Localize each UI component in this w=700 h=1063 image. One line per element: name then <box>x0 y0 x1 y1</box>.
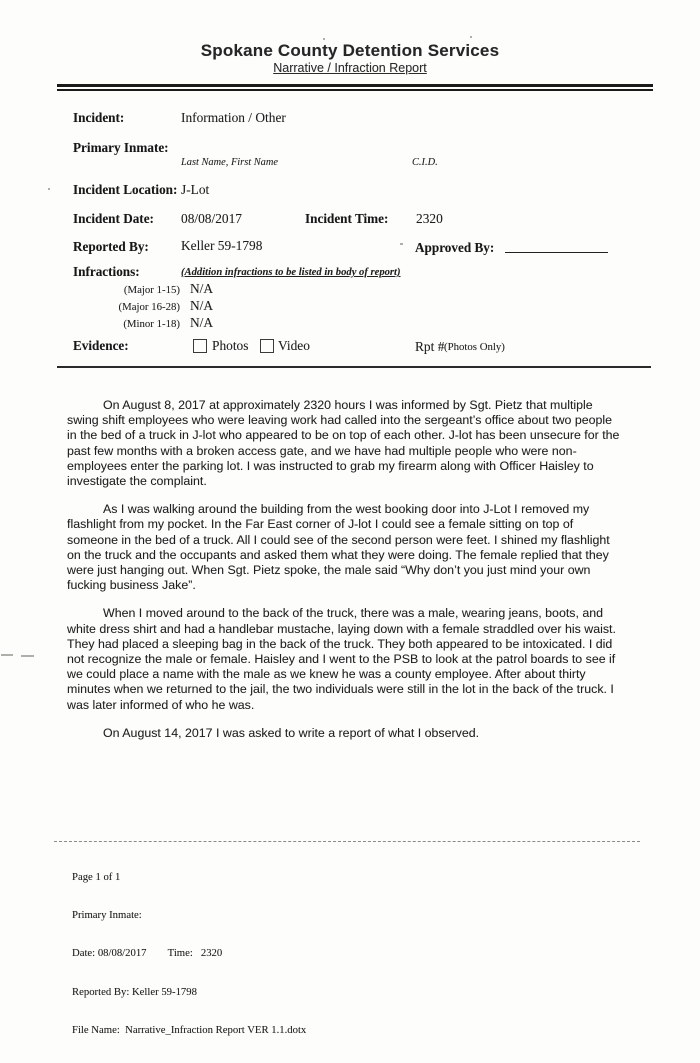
rpt-photos-only-note: (Photos Only) <box>444 341 505 353</box>
narrative-paragraph-1: On August 8, 2017 at approximately 2320 hours I was informed by Sgt. Pietz that multiple swing shift employees who were leaving work had called into the sergeant’s office about two people in the bed of a truck in J-lot who appeared to be on top of each other. J-lot has been unsecure for the past few months with a broken access gate, and we have had multiple people who were non-employees enter the parking lot. I was instructed to grab my firearm along with Officer Haisley to investigate the complaint. <box>67 398 620 489</box>
footer-divider <box>54 841 640 842</box>
reported-by-label: Reported By: <box>73 239 149 254</box>
photos-checkbox-label: Photos <box>212 338 249 353</box>
primary-inmate-name-hint: Last Name, First Name <box>181 157 278 168</box>
evidence-label: Evidence: <box>73 338 129 353</box>
page-subtitle: Narrative / Infraction Report <box>273 61 427 75</box>
narrative-body <box>67 398 625 754</box>
infractions-label: Infractions: <box>73 264 140 279</box>
rpt-number-label: Rpt # <box>415 339 445 354</box>
header-divider <box>57 84 653 91</box>
footer-date-time: Date: 08/08/2017 Time: 2320 <box>72 947 223 960</box>
footer-file-name: File Name: Narrative_Infraction Report VER 1.1.dotx <box>72 1024 307 1037</box>
footer-reported-by: Reported By: Keller 59-1798 <box>72 985 197 998</box>
narrative-paragraph-2: As I was walking around the building from the west booking door into J-Lot I removed my flashlight from my pocket. In the Far East corner of J-lot I could see a female sitting on top of someone in the bed of a truck. All I could see of the second person were feet. I shined my flashlight on the truck and the occupants and asked them what they were doing. The female replied that they were just hanging out. When Sgt. Pietz spoke, the male said “Why don’t you just mind your own fucking business Jake”. <box>67 502 610 593</box>
scan-artifact <box>400 243 403 245</box>
footer-page-number: Page 1 of 1 <box>72 870 121 883</box>
infraction-major1-value: N/A <box>190 281 214 296</box>
infraction-minor-value: N/A <box>190 315 214 330</box>
page-title: Spokane County Detention Services <box>200 41 500 60</box>
incident-time-label: Incident Time: <box>305 211 389 226</box>
incident-location-label: Incident Location: <box>73 182 178 197</box>
narrative-paragraph-4: On August 14, 2017 I was asked to write a report of what I observed. <box>103 725 480 740</box>
incident-date-value: 08/08/2017 <box>181 211 243 226</box>
incident-value: Information / Other <box>181 110 286 125</box>
primary-inmate-label: Primary Inmate: <box>73 140 169 155</box>
approved-by-signature-line <box>505 239 608 253</box>
scan-artifact <box>323 38 325 40</box>
infraction-major1-label: (Major 1-15) <box>123 284 180 296</box>
scan-artifact <box>48 188 50 190</box>
footer <box>72 845 306 1063</box>
narrative-paragraph-3: When I moved around to the back of the truck, there was a male, wearing jeans, boots, and white dress shirt and had a handlebar mustache, laying down with a female straddled over his waist. They had placed a sleeping bag in the back of the truck. They both appeared to be intoxicated. I did not recognize the male or female. Haisley and I went to the PSB to look at the patrol boards to see if we could place a name with the male as we knew he was a county employee. After about thirty minutes when we returned to the jail, the two individuals were still in the lot in the back of the truck. I was later informed of who he was. <box>67 606 616 712</box>
approved-by-label: Approved By: <box>415 240 495 255</box>
primary-inmate-cid-hint: C.I.D. <box>412 157 438 168</box>
footer-primary-inmate: Primary Inmate: <box>72 908 142 921</box>
scan-artifact <box>470 36 472 38</box>
incident-label: Incident: <box>73 110 125 125</box>
scan-artifact <box>21 655 34 657</box>
video-checkbox-label: Video <box>278 338 310 353</box>
form-body-divider <box>57 366 651 368</box>
incident-date-label: Incident Date: <box>73 211 154 226</box>
infraction-minor-label: (Minor 1-18) <box>123 318 180 330</box>
infractions-note: (Addition infractions to be listed in body of report) <box>181 267 401 278</box>
infraction-major2-value: N/A <box>190 298 214 313</box>
incident-time-value: 2320 <box>416 211 443 226</box>
incident-location-value: J-Lot <box>181 182 210 197</box>
reported-by-value: Keller 59-1798 <box>181 238 263 253</box>
scan-artifact <box>1 654 13 656</box>
photos-checkbox[interactable] <box>193 339 207 353</box>
video-checkbox[interactable] <box>260 339 274 353</box>
infraction-major2-label: (Major 16-28) <box>118 301 180 313</box>
